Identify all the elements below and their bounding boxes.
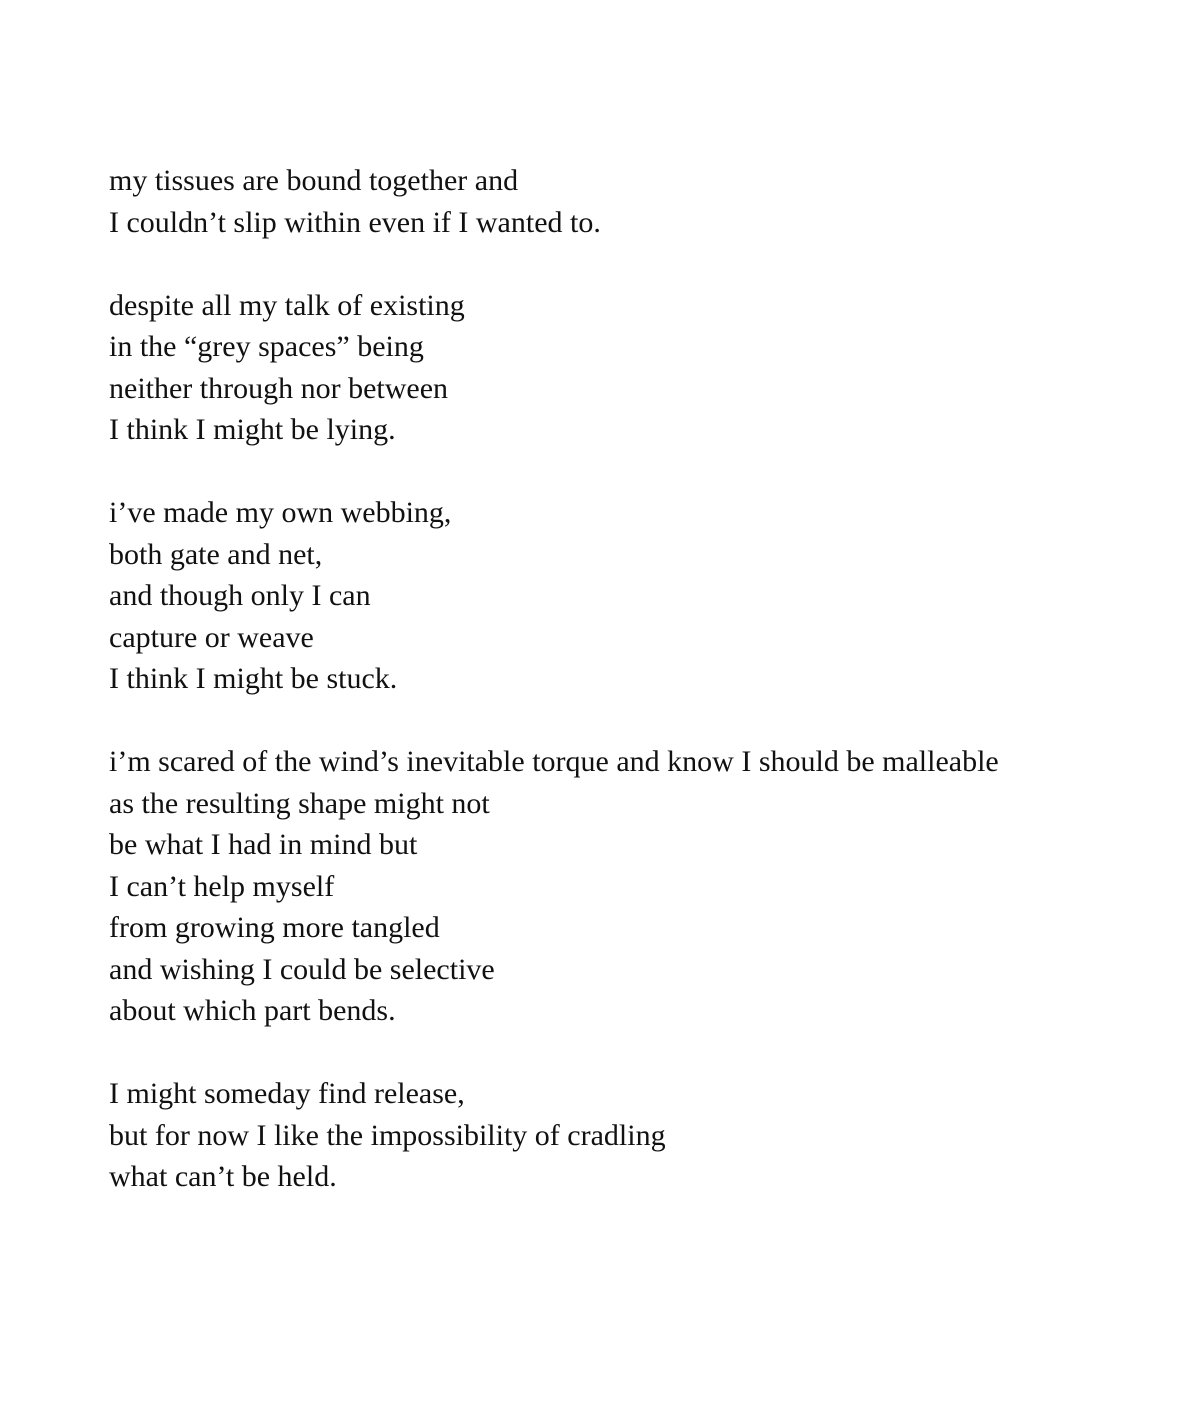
stanza-3 [109,492,1149,700]
stanza-2 [109,285,1149,451]
stanza-4 [109,741,1149,1032]
poem-line: I think I might be stuck. [109,662,398,695]
poem-line: I couldn’t slip within even if I wanted to. [109,205,601,239]
poem-line: I might someday find release, [109,1077,465,1110]
poem-line: but for now I like the impossibility of cradling [109,1118,666,1152]
poem-line: neither through nor between [109,371,449,405]
poem-line: I think I might be lying. [109,413,396,446]
poem-line: from growing more tangled [109,911,440,944]
stanza-5 [109,1073,1149,1198]
poem-line: in the “grey spaces” being [109,330,424,363]
poem-line: i’ve made my own webbing, [109,496,452,529]
poem-line: I can’t help myself [109,869,335,903]
stanza-1 [109,160,1149,243]
poem-line: and wishing I could be selective [109,952,495,986]
poem-body [109,160,1149,1198]
poem-line: i’m scared of the wind’s inevitable torque and know I should be malleable [109,745,999,778]
poem-line: both gate and net, [109,537,323,571]
poem-line: my tissues are bound together and [109,164,519,197]
poem-line: despite all my talk of existing [109,288,465,322]
poem-line: and though only I can [109,579,371,612]
poem-line: as the resulting shape might not [109,786,490,820]
poem-line: about which part bends. [109,994,396,1027]
poem-line: what can’t be held. [109,1160,337,1193]
poem-line: capture or weave [109,620,314,654]
poem-line: be what I had in mind but [109,828,418,861]
